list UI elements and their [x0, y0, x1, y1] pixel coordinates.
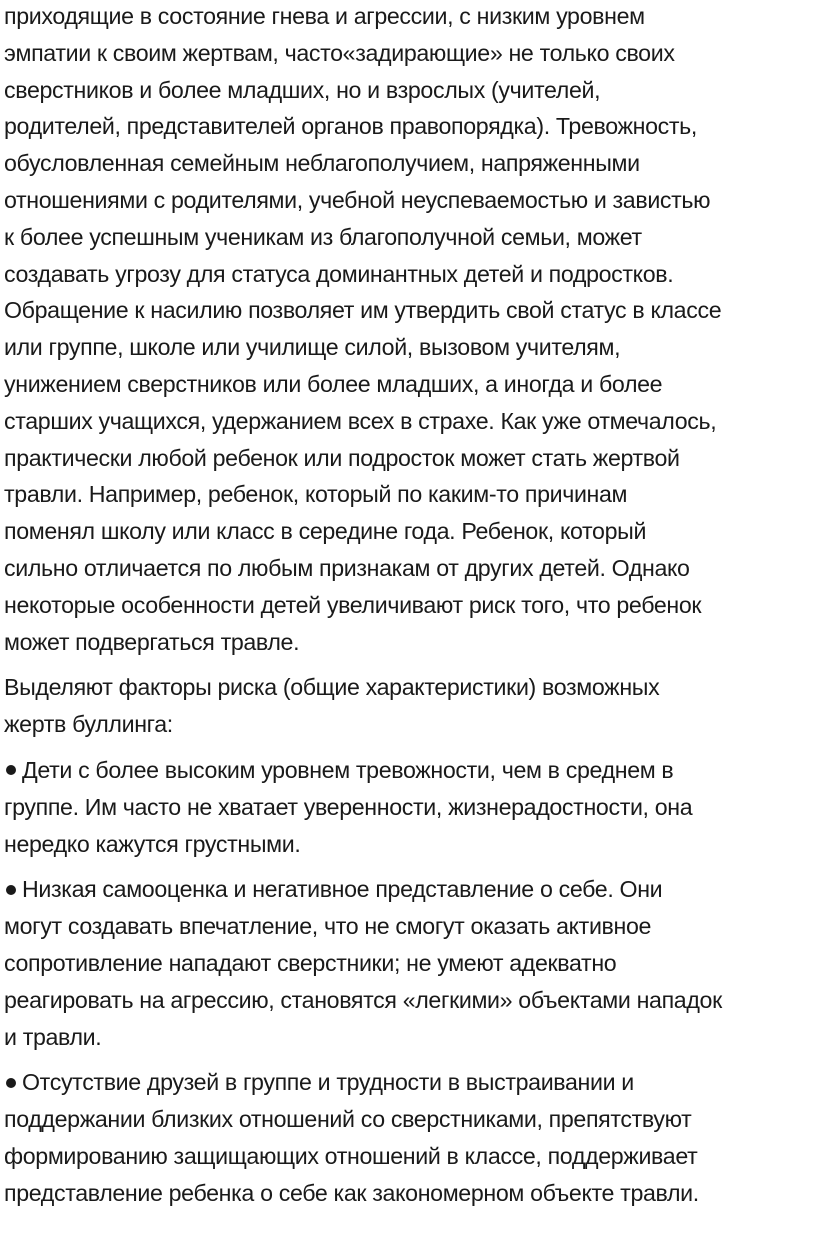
- bullet-item-1: [4, 752, 812, 862]
- paragraph-spacer: [4, 862, 812, 871]
- bullet-text-2: Низкая самооценка и негативное представление о себе. Они могут создавать впечатление, что не смогут оказать активное сопротивление нападают сверстники; не умеют адекватно реагировать на агрессию, становятся «легкими» объектами нападок и травли.: [4, 876, 722, 1050]
- bullet-text-3: Отсутствие друзей в группе и трудности в выстраивании и поддержании близких отношений со сверстниками, препятствуют формированию защищающих отношений в классе, поддерживает представление ребенка о себе как закономерном объекте травли.: [4, 1069, 699, 1206]
- bullet-icon: [6, 885, 16, 895]
- paragraph-spacer: [4, 743, 812, 752]
- bullet-item-2: [4, 871, 812, 1055]
- paragraph-spacer: [4, 660, 812, 669]
- body-paragraph-2: Выделяют факторы риска (общие характеристики) возможных жертв буллинга:: [4, 674, 660, 738]
- body-paragraph-1: приходящие в состояние гнева и агрессии, с низким уровнем эмпатии к своим жертвам, часто«задирающие» не только своих сверстников и более младших, но и взрослых (учителей, родителей, представителей органов правопорядка). Тревожность, обусловленная семейным неблагополучием, напряженными отношениями с родителями, учебной неуспеваемостью и завистью к более успешным ученикам из благополучной семьи, может создавать угрозу для статуса доминантных детей и подростков. Обращение к насилию позволяет им утвердить свой статус в классе или группе, школе или училище силой, вызовом учителям, унижением сверстников или более младших, а иногда и более старших учащихся, удержанием всех в страхе. Как уже отмечалось, практически любой ребенок или подросток может стать жертвой травли. Например, ребенок, который по каким-то причинам поменял школу или класс в середине года. Ребенок, который сильно отличается по любым признакам от других детей. Однако некоторые особенности детей увеличивают риск того, что ребенок может подвергаться травле.: [4, 3, 722, 655]
- bullet-text-1: Дети с более высоким уровнем тревожности, чем в среднем в группе. Им часто не хватает уверенности, жизнерадостности, она нередко кажутся грустными.: [4, 756, 693, 857]
- bullet-icon: [6, 1078, 16, 1088]
- paragraph-spacer: [4, 1055, 812, 1064]
- bullet-item-3: [4, 1064, 812, 1211]
- bullet-icon: [6, 765, 16, 775]
